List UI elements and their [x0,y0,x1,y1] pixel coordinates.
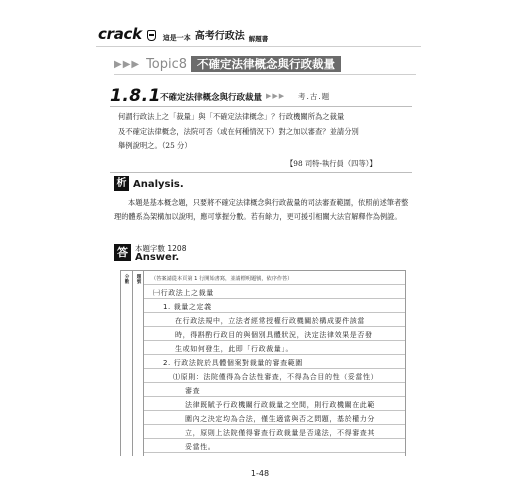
question-number-gutter-label: 題號 [136,275,142,285]
sheet-ruled-line [144,396,405,397]
score-gutter-label: 分數 [124,275,130,285]
answer-heading: Answer. [135,252,180,263]
sheet-ruled-line [144,368,405,369]
sheet-ruled-line [144,382,405,383]
answer-text-line: 圍內之決定均為合法，僅生適當與否之問題，基於權力分 [185,415,375,423]
question-source: 【98 司特-執行員（四等）】 [286,159,377,168]
question-line: 舉例說明之。（25 分） [118,141,192,150]
answer-text-line: 立，原則上法院僅得審查行政裁量是否違法，不得審查其 [185,429,375,437]
answer-subheading-line: 1. 裁量之定義 [163,303,212,311]
question-line: 及不確定法律概念，法院可否（或在何種情況下）對之加以審查？並請分別 [118,126,359,136]
page-number: 1-48 [250,469,270,478]
analysis-mark-icon: 析 [114,176,129,191]
answer-text-line: 在行政法規中，立法者經常授權行政機關於構成要件該當 [175,317,365,325]
running-header [98,22,268,42]
topic-banner [114,56,341,72]
sheet-ruled-line [144,424,405,425]
topic-label: Topic8 [146,56,188,72]
series-prefix: 這是一本 [162,34,191,42]
answer-text-line: 時，得斟酌行政目的與個別具體狀況，決定法律效果是否發 [175,331,373,339]
answer-text-line: 審查 [185,387,201,395]
brand-logo: crack [98,25,142,43]
sheet-ruled-line [144,326,405,327]
sheet-ruled-line [144,284,405,285]
answer-subheading-line: 2. 行政法院於具體個案對裁量的審查範圍 [163,359,303,367]
answer-text-line: 生或如何發生，此即「行政裁量」。 [175,345,294,353]
section-arrows-icon: ▶▶▶ [266,92,286,100]
series-title: 高考行政法 [194,31,245,42]
topic-arrows-icon: ▶▶▶ [114,58,141,70]
answer-sheet [120,270,406,456]
answer-sheet-instructions: （答案請從本頁第 1 行開始書寫，並請標明題號，依序作答） [151,276,293,282]
topic-title: 不確定法律概念與行政裁量 [191,56,341,72]
answer-mark-icon: 答 [114,244,131,261]
brand-mark-icon [147,30,156,41]
answer-text-line: ⑴原則：法院僅得為合法性審查，不得為合目的性（妥當性） [173,373,379,381]
question-divider [110,172,412,173]
sheet-ruled-line [144,298,405,299]
sheet-ruled-line [144,438,405,439]
question-line: 何謂行政法上之「裁量」與「不確定法律概念」？行政機關所為之裁量 [118,112,345,121]
sheet-ruled-line [144,340,405,341]
answer-heading-line: ㈠行政法上之裁量 [153,289,214,297]
exam-question [118,110,410,154]
sheet-ruled-line [144,312,405,313]
answer-text-line: 法律既賦予行政機關行政裁量之空間，則行政機關在此範 [185,401,375,409]
series-suffix: 解題書 [248,34,269,43]
header-divider [96,46,421,47]
answer-text-line: 妥當性。 [185,443,216,451]
sheet-ruled-line [144,452,405,453]
section-tag: 考.古.題 [298,92,331,101]
topic-divider [114,74,416,75]
question-number-gutter [133,271,144,456]
section-divider [110,106,412,107]
answer-word-count: 本題字數 1208 [135,244,187,253]
analysis-heading: Analysis. [133,179,184,190]
section-title: 不確定法律概念與行政裁量 [160,93,263,103]
score-gutter [121,271,133,456]
section-number: 1.8.1 [110,86,161,106]
sheet-ruled-line [144,410,405,411]
sheet-ruled-line [144,354,405,355]
analysis-body: 本題是基本概念題，只要將不確定法律概念與行政裁量的司法審查範圍，依照前述筆者整理的體系為架構加以說明，應可掌握分數。若有餘力，更可援引相關大法官解釋作為例證。 [114,198,409,221]
